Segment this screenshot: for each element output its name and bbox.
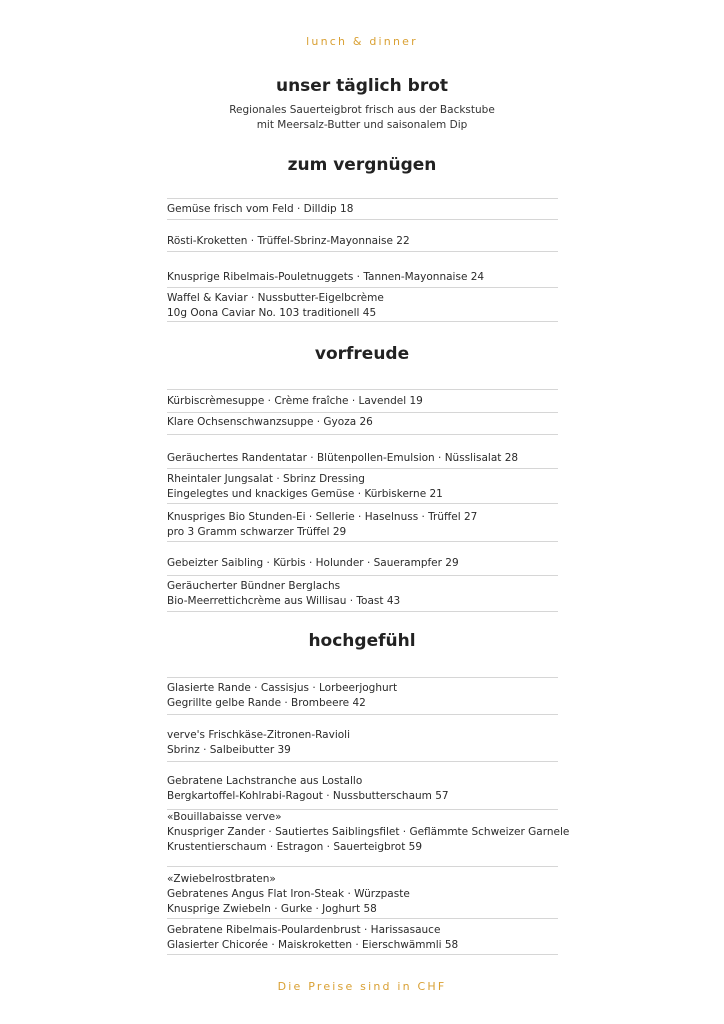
divider-line [167, 412, 558, 413]
section-title: unser täglich brot [275, 76, 449, 96]
menu-item [167, 728, 577, 758]
divider-line [167, 954, 558, 955]
menu-item-line: Knusprige Zwiebeln · Gurke · Joghurt 58 [167, 903, 377, 915]
menu-item-line: Gegrillte gelbe Rande · Brombeere 42 [167, 697, 366, 709]
menu-item-line: Kürbiscrèmesuppe · Crème fraîche · Lavendel 19 [167, 395, 423, 407]
menu-item-line: Waffel & Kaviar · Nussbutter-Eigelbcrème [167, 292, 384, 304]
menu-item-line: Bio-Meerrettichcrème aus Willisau · Toast 43 [167, 595, 401, 607]
menu-item-line: Gebratene Ribelmais-Poulardenbrust · Harissasauce [167, 924, 441, 936]
menu-header: lunch & dinner [306, 35, 418, 48]
divider-line [167, 321, 558, 322]
menu-item-line: Knusprige Ribelmais-Pouletnuggets · Tannen-Mayonnaise 24 [167, 271, 485, 283]
menu-item [167, 415, 577, 430]
menu-item-line: verve's Frischkäse-Zitronen-Ravioli [167, 729, 351, 741]
menu-item-line: «Bouillabaisse verve» [167, 811, 282, 823]
divider-line [167, 251, 558, 252]
divider-line [167, 575, 558, 576]
menu-item-line: Rheintaler Jungsalat · Sbrinz Dressing [167, 473, 365, 485]
menu-item-line: Knuspriger Zander · Sautiertes Saiblingsfilet · Geflämmte Schweizer Garnele [167, 826, 570, 838]
divider-line [167, 287, 558, 288]
divider-line [167, 541, 558, 542]
menu-item [167, 234, 577, 249]
intro-line: mit Meersalz-Butter und saisonalem Dip [256, 119, 468, 131]
divider-line [167, 761, 558, 762]
menu-item [167, 923, 577, 953]
divider-line [167, 434, 558, 435]
divider-line [167, 198, 558, 199]
menu-item-line: Gemüse frisch vom Feld · Dilldip 18 [167, 203, 354, 215]
menu-item-line: «Zwiebelrostbraten» [167, 873, 276, 885]
menu-item-line: Klare Ochsenschwanzsuppe · Gyoza 26 [167, 416, 373, 428]
menu-item-line: Glasierte Rande · Cassisjus · Lorbeerjoghurt [167, 682, 398, 694]
menu-item [167, 394, 577, 409]
menu-item [167, 579, 577, 609]
menu-item-line: Gebratene Lachstranche aus Lostallo [167, 775, 363, 787]
menu-item-line: Bergkartoffel-Kohlrabi-Ragout · Nussbutterschaum 57 [167, 790, 449, 802]
menu-item-line: 10g Oona Caviar No. 103 traditionell 45 [167, 307, 377, 319]
menu-item [167, 810, 577, 855]
menu-item [167, 872, 577, 917]
menu-item [167, 774, 577, 804]
divider-line [167, 503, 558, 504]
intro-line: Regionales Sauerteigbrot frisch aus der Backstube [229, 104, 495, 116]
section-title: zum vergnügen [287, 155, 437, 175]
divider-line [167, 468, 558, 469]
section-title: hochgefühl [308, 631, 416, 651]
menu-item-line: Gebratenes Angus Flat Iron-Steak · Würzpaste [167, 888, 410, 900]
divider-line [167, 714, 558, 715]
divider-line [167, 918, 558, 919]
menu-item-line: Glasierter Chicorée · Maiskroketten · Eierschwämmli 58 [167, 939, 459, 951]
menu-item-line: Knuspriges Bio Stunden-Ei · Sellerie · Haselnuss · Trüffel 27 [167, 511, 478, 523]
menu-item-line: pro 3 Gramm schwarzer Trüffel 29 [167, 526, 347, 538]
menu-item [167, 472, 577, 502]
menu-item [167, 270, 577, 285]
divider-line [167, 219, 558, 220]
divider-line [167, 866, 558, 867]
menu-item-line: Geräuchertes Randentatar · Blütenpollen-Emulsion · Nüsslisalat 28 [167, 452, 519, 464]
menu-item-line: Geräucherter Bündner Berglachs [167, 580, 341, 592]
divider-line [167, 611, 558, 612]
menu-item [167, 681, 577, 711]
section-intro [0, 103, 724, 133]
price-note: Die Preise sind in CHF [277, 980, 447, 993]
menu-item-line: Eingelegtes und knackiges Gemüse · Kürbiskerne 21 [167, 488, 443, 500]
menu-item [167, 510, 577, 540]
menu-item [167, 291, 577, 321]
menu-item [167, 451, 577, 466]
divider-line [167, 389, 558, 390]
menu-item-line: Sbrinz · Salbeibutter 39 [167, 744, 291, 756]
menu-item [167, 202, 577, 217]
menu-item-line: Gebeizter Saibling · Kürbis · Holunder · Sauerampfer 29 [167, 557, 459, 569]
section-title: vorfreude [314, 344, 410, 364]
menu-item-line: Rösti-Kroketten · Trüffel-Sbrinz-Mayonnaise 22 [167, 235, 410, 247]
divider-line [167, 677, 558, 678]
menu-item-line: Krustentierschaum · Estragon · Sauerteigbrot 59 [167, 841, 423, 853]
menu-item [167, 556, 577, 571]
